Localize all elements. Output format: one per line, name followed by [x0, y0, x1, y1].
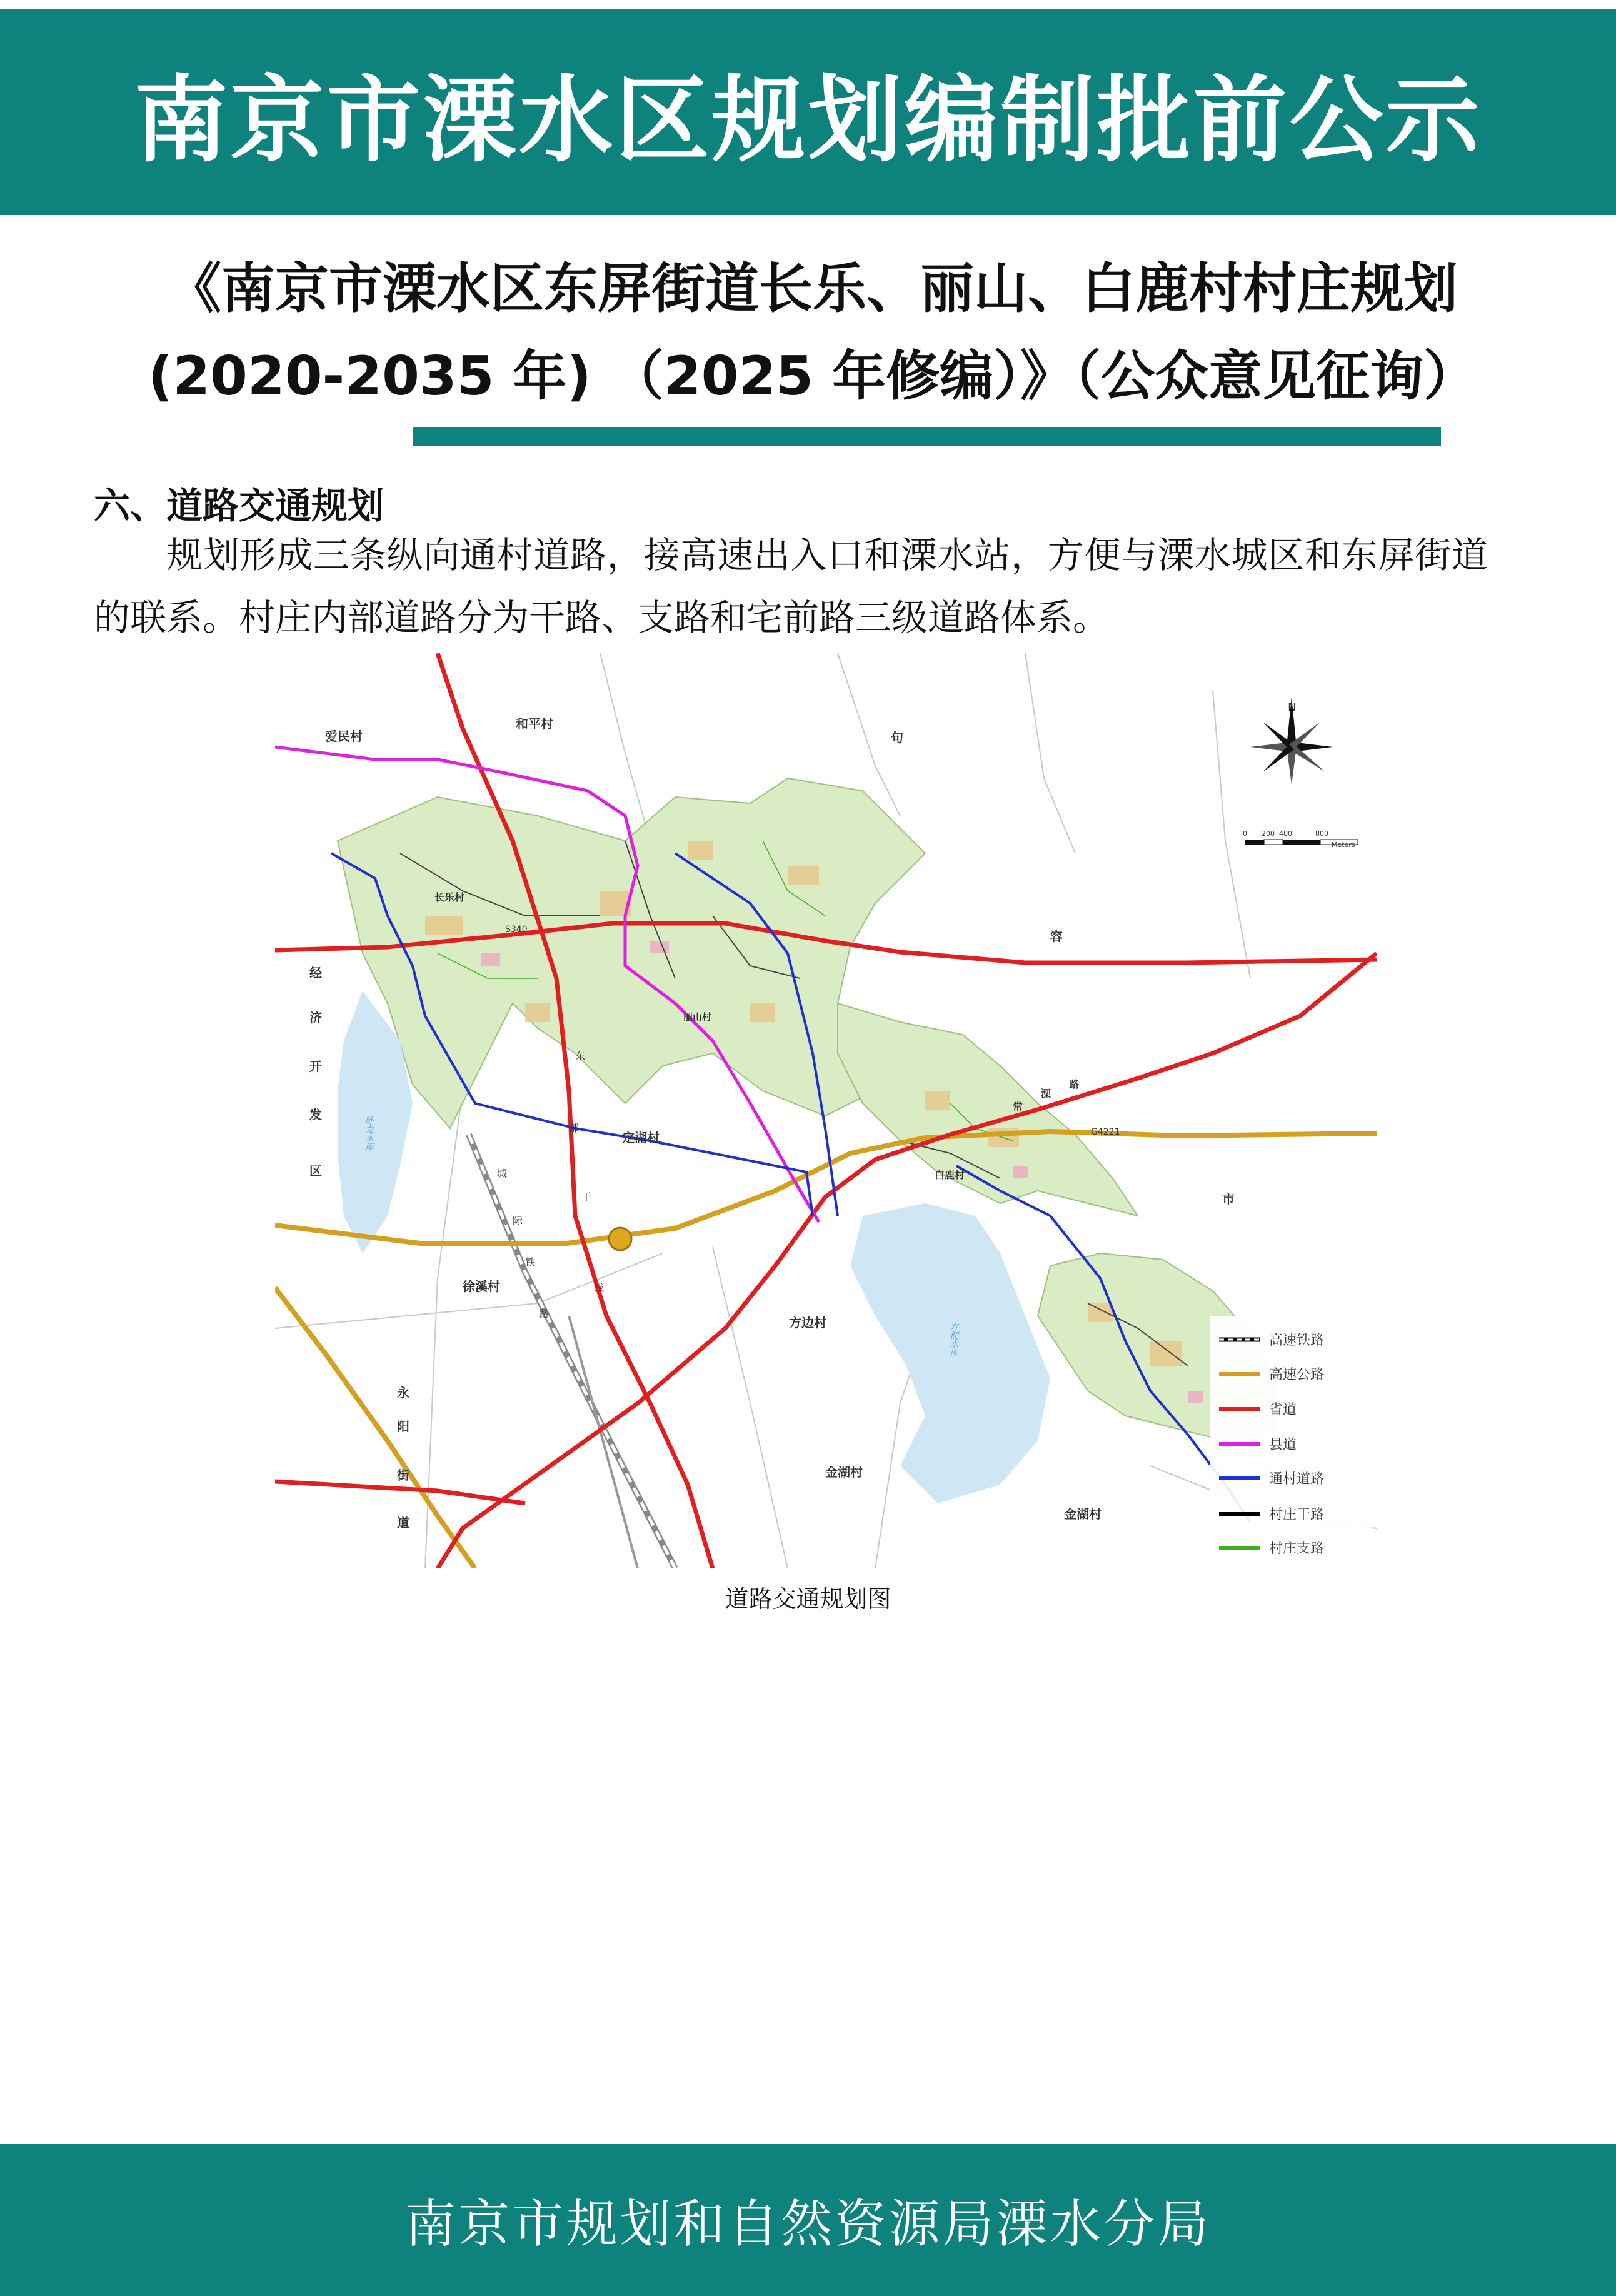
label-dinghu: 定湖村	[622, 1130, 660, 1145]
footer-text: 南京市规划和自然资源局溧水分局	[404, 2195, 1212, 2254]
legend-label-provincial-road: 省道	[1269, 1402, 1297, 1418]
village-areas	[338, 778, 1275, 1441]
label-fa: 发	[309, 1107, 322, 1122]
banner-title: 南京市溧水区规划编制批前公示	[134, 66, 1482, 175]
label-shi: 市	[1222, 1191, 1235, 1206]
label-rail-ji: 际	[513, 1215, 523, 1226]
map-legend	[1210, 1316, 1372, 1560]
label-kai: 开	[309, 1059, 322, 1074]
label-g4221: G4221	[1091, 1127, 1120, 1137]
legend-label-county-road: 县道	[1269, 1437, 1297, 1453]
label-heping: 和平村	[516, 716, 553, 731]
label-ji: 济	[309, 1010, 322, 1025]
road-traffic-plan-map	[275, 653, 1377, 1568]
label-rail-gan: 干	[581, 1191, 592, 1203]
scale-label-0: 0	[1243, 830, 1247, 838]
label-yong: 永	[397, 1385, 409, 1400]
map-svg	[275, 653, 1377, 1568]
interchange-marker	[609, 1228, 631, 1250]
label-rail-xian: 线	[594, 1281, 605, 1293]
label-fangbian: 方边村	[789, 1315, 826, 1330]
label-rail-dong: 东	[575, 1050, 586, 1062]
label-lishan: 丽山村	[683, 1011, 712, 1023]
label-rail-cheng: 城	[497, 1168, 508, 1180]
header-banner	[0, 9, 1616, 215]
label-rail-lu: 路	[539, 1308, 550, 1320]
label-rail-bu: 部	[569, 1122, 580, 1134]
title-divider	[413, 427, 1441, 446]
north-label: N	[1288, 701, 1297, 714]
label-bailu: 白鹿村	[935, 1169, 965, 1181]
north-arrow-icon	[1250, 697, 1333, 785]
legend-label-village-branch-road: 村庄支路	[1269, 1541, 1325, 1557]
document-title-line2: (2020-2035 年) （2025 年修编）》（公众意见征询）	[148, 345, 1478, 408]
label-changli3: 路	[1069, 1078, 1080, 1090]
section-heading: 六、道路交通规划	[94, 484, 384, 527]
label-xuxi: 徐溪村	[463, 1279, 500, 1294]
label-s340: S340	[505, 925, 528, 935]
label-qu: 区	[309, 1163, 322, 1178]
label-ju: 句	[891, 730, 903, 745]
scale-bar	[1243, 830, 1358, 849]
label-jie: 街	[397, 1468, 409, 1483]
scale-label-200: 200	[1262, 830, 1275, 838]
footer-banner	[0, 2144, 1616, 2296]
legend-label-high-speed-rail: 高速铁路	[1269, 1333, 1325, 1348]
label-rong: 容	[1050, 929, 1063, 944]
label-changli: 常	[1013, 1101, 1023, 1113]
scale-label-unit: Meters	[1332, 841, 1355, 849]
label-jinhu1: 金湖村	[825, 1465, 863, 1480]
map-caption: 道路交通规划图	[725, 1585, 891, 1613]
label-rail-tie: 铁	[525, 1256, 536, 1268]
legend-label-expressway: 高速公路	[1269, 1367, 1325, 1383]
legend-label-connecting-road: 通村道路	[1269, 1471, 1325, 1487]
section-body: 规划形成三条纵向通村道路，接高速出入口和溧水站，方便与溧水城区和东屏街道的联系。村庄内部道路分为干路、支路和宅前路三级道路体系。	[94, 534, 1488, 639]
scale-label-400: 400	[1279, 830, 1292, 838]
label-reservoir-right: 方便水库	[948, 1322, 958, 1357]
legend-label-village-main-road: 村庄干路	[1269, 1507, 1325, 1523]
label-changli2: 溧	[1041, 1088, 1051, 1100]
label-jinhu2: 金湖村	[1064, 1506, 1102, 1521]
label-changle: 长乐村	[434, 891, 465, 903]
scale-label-800: 800	[1315, 830, 1328, 838]
label-reservoir-left: 卧龙水库	[364, 1116, 374, 1151]
label-dao: 道	[397, 1515, 409, 1530]
label-yang: 阳	[397, 1419, 409, 1434]
label-aimin: 爱民村	[325, 729, 363, 744]
label-jing: 经	[309, 965, 322, 980]
document-title-line1: 《南京市溧水区东屏街道长乐、丽山、白鹿村村庄规划	[168, 258, 1458, 320]
